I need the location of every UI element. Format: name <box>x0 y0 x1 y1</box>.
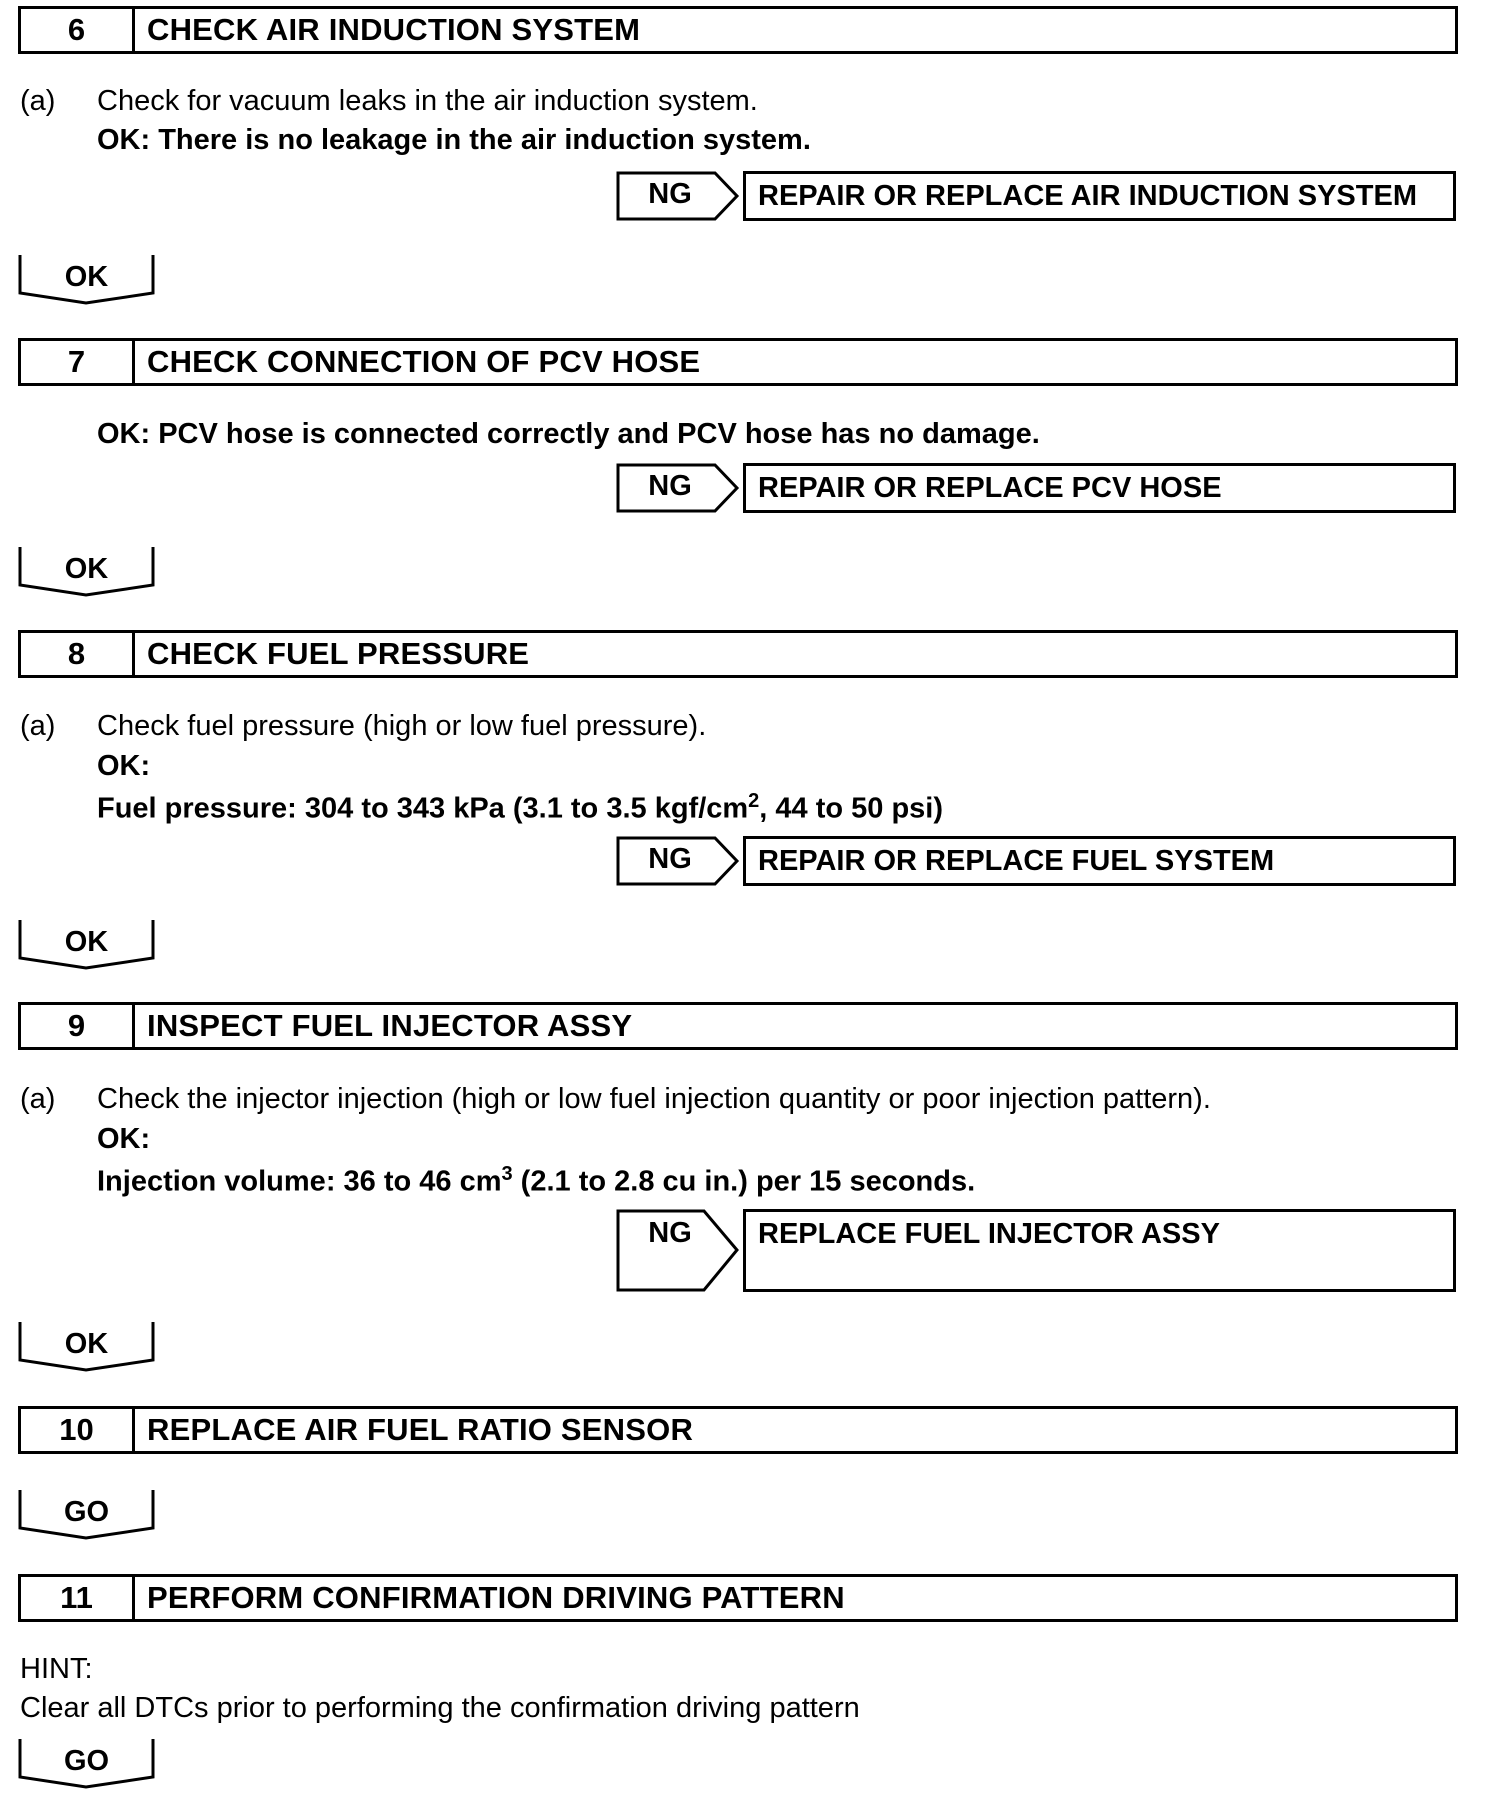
item-marker: (a) <box>20 1083 56 1115</box>
spec-superscript: 2 <box>748 790 760 812</box>
spec-superscript: 3 <box>501 1163 513 1185</box>
ok-result-arrow <box>18 1320 155 1372</box>
step-number: 8 <box>21 633 135 675</box>
step-title: CHECK AIR INDUCTION SYSTEM <box>147 12 641 47</box>
go-result-arrow <box>18 1488 155 1540</box>
instruction-text: Check the injector injection (high or low fuel injection quantity or poor injection pattern). <box>97 1083 1211 1115</box>
hint-text: Clear all DTCs prior to performing the confirmation driving pattern <box>20 1692 860 1724</box>
ng-action-box: REPAIR OR REPLACE AIR INDUCTION SYSTEM <box>743 171 1456 221</box>
step-number: 11 <box>21 1577 135 1619</box>
result-label: OK <box>64 926 109 958</box>
ok-label: OK: <box>97 1123 151 1155</box>
result-label: OK <box>64 553 109 585</box>
spec-text: Injection volume: 36 to 46 cm <box>97 1165 502 1198</box>
step-title: INSPECT FUEL INJECTOR ASSY <box>147 1008 633 1043</box>
step-8-header <box>18 630 1458 678</box>
spec-line <box>97 1163 975 1199</box>
step-title: PERFORM CONFIRMATION DRIVING PATTERN <box>147 1580 845 1615</box>
spec-text: Fuel pressure: 304 to 343 kPa (3.1 to 3.5 kgf/cm <box>97 792 749 825</box>
ok-criteria: OK: There is no leakage in the air induction system. <box>97 124 811 156</box>
result-label: OK <box>64 1328 109 1360</box>
ng-label: NG <box>648 178 692 210</box>
ng-action-box: REPAIR OR REPLACE PCV HOSE <box>743 463 1456 513</box>
ng-action-box: REPAIR OR REPLACE FUEL SYSTEM <box>743 836 1456 886</box>
step-10-header <box>18 1406 1458 1454</box>
result-label: GO <box>63 1745 110 1777</box>
ng-action-box: REPLACE FUEL INJECTOR ASSY <box>743 1209 1456 1292</box>
ok-label: OK: <box>97 750 151 782</box>
ok-result-arrow <box>18 253 155 305</box>
ng-label: NG <box>648 470 692 502</box>
step-number: 7 <box>21 341 135 383</box>
step-6-header <box>18 6 1458 54</box>
result-label: OK <box>64 261 109 293</box>
spec-line <box>97 790 943 826</box>
step-title: CHECK FUEL PRESSURE <box>147 636 530 671</box>
ok-criteria: OK: PCV hose is connected correctly and PCV hose has no damage. <box>97 418 1040 450</box>
step-7-header <box>18 338 1458 386</box>
item-marker: (a) <box>20 85 56 117</box>
spec-text: , 44 to 50 psi) <box>759 792 944 825</box>
ok-result-arrow <box>18 545 155 597</box>
go-result-arrow <box>18 1737 155 1789</box>
step-number: 9 <box>21 1005 135 1047</box>
ng-label: NG <box>648 1217 692 1249</box>
ok-result-arrow <box>18 918 155 970</box>
instruction-text: Check fuel pressure (high or low fuel pressure). <box>97 710 707 742</box>
step-number: 6 <box>21 9 135 51</box>
hint-label: HINT: <box>20 1653 93 1685</box>
item-marker: (a) <box>20 710 56 742</box>
step-title: REPLACE AIR FUEL RATIO SENSOR <box>147 1412 694 1447</box>
step-11-header <box>18 1574 1458 1622</box>
step-number: 10 <box>21 1409 135 1451</box>
step-title: CHECK CONNECTION OF PCV HOSE <box>147 344 701 379</box>
instruction-text: Check for vacuum leaks in the air induction system. <box>97 85 758 117</box>
step-9-header <box>18 1002 1458 1050</box>
ng-label: NG <box>648 843 692 875</box>
spec-text: (2.1 to 2.8 cu in.) per 15 seconds. <box>512 1165 976 1198</box>
result-label: GO <box>63 1496 110 1528</box>
